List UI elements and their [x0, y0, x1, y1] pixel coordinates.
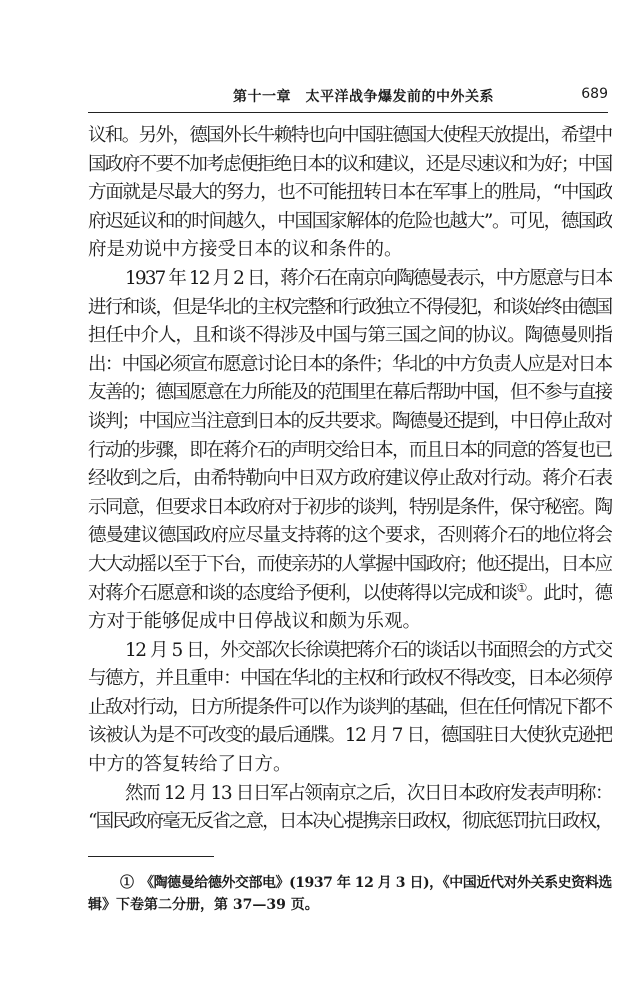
paragraph [88, 780, 612, 837]
text-line: 德曼建议德国政府应尽量支持蒋的这个要求，否则蒋介石的地位将会 [88, 525, 612, 547]
chapter-title: 第十一章 太平洋战争爆发前的中外关系 [233, 89, 494, 105]
text-line: 国政府不要不加考虑便拒绝日本的议和建议，还是尽速议和为好；中国 [88, 153, 612, 175]
text-line: 行动的步骤，即在蒋介石的声明交给日本，而且日本的同意的答复也已 [88, 439, 612, 461]
text-line: 进行和谈，但是华北的主权完整和行政独立不得侵犯，和谈始终由德国 [88, 296, 612, 318]
text-line: 1937 年 12 月 2 日，蒋介石在南京向陶德曼表示，中方愿意与日本 [125, 267, 612, 289]
text-line: 止敌对行动，日方所提条件可以作为谈判的基础，但在任何情况下都不 [88, 696, 612, 718]
text-line: 方面就是尽最大的努力，也不可能扭转日本在军事上的胜局，“中国政 [88, 182, 612, 204]
text-line: 该被认为是不可改变的最后通牒。12 月 7 日，德国驻日大使狄克逊把 [88, 725, 612, 747]
body-text [88, 122, 612, 837]
paragraph [88, 637, 612, 780]
text-line: 对蒋介石愿意和谈的态度给予便利，以使蒋得以完成和谈①。此时，德 [88, 580, 612, 604]
paragraph [88, 122, 612, 265]
text-line: 12 月 5 日，外交部次长徐谟把蒋介石的谈话以书面照会的方式交 [125, 639, 612, 661]
footnote-line: 辑》下卷第二分册，第 37—39 页。 [88, 897, 319, 913]
footnote-line: ① 《陶德曼给德外交部电》(1937 年 12 月 3 日)，《中国近代对外关系史资料选 [120, 875, 612, 891]
text-line: 府是劝说中方接受日本的议和条件的。 [88, 239, 403, 261]
text-line: “国民政府毫无反省之意，日本决心提携亲日政权，彻底惩罚抗日政权， [88, 811, 612, 833]
footnote [88, 872, 612, 916]
text-line: 方对于能够促成中日停战议和颇为乐观。 [88, 611, 422, 633]
footnote-reference: ① [516, 580, 527, 595]
text-line: 与德方，并且重申：中国在华北的主权和行政权不得改变，日本必须停 [88, 668, 612, 690]
text-line: 担任中介人，且和谈不得涉及中国与第三国之间的协议。陶德曼则指 [88, 325, 612, 347]
text-line: 经收到之后，由希特勒向中日双方政府建议停止敌对行动。蒋介石表 [88, 468, 612, 490]
paragraph [88, 265, 612, 637]
text-line: 然而 12 月 13 日日军占领南京之后，次日日本政府发表声明称： [125, 782, 612, 804]
text-line: 中方的答复转给了日方。 [88, 754, 292, 776]
text-line: 议和。另外，德国外长牛赖特也向中国驻德国大使程天放提出，希望中 [88, 125, 612, 146]
text-line: 示同意，但要求日本政府对于初步的谈判，特别是条件，保守秘密。陶 [88, 496, 612, 518]
text-line: 谈判；中国应当注意到日本的反共要求。陶德曼还提到，中日停止敌对 [88, 410, 612, 432]
footnote-divider [88, 856, 214, 857]
text-line: 出：中国必须宣布愿意讨论日本的条件；华北的中方负责人应是对日本 [88, 353, 612, 375]
running-header [88, 86, 608, 113]
page-number: 689 [581, 86, 608, 102]
text-line: 府迟延议和的时间越久，中国国家解体的危险也越大”。可见，德国政 [88, 210, 612, 232]
text-line: 友善的；德国愿意在力所能及的范围里在幕后帮助中国，但不参与直接 [88, 382, 612, 404]
text-line: 大大动摇以至于下台，而使亲苏的人掌握中国政府；他还提出，日本应 [88, 553, 612, 575]
